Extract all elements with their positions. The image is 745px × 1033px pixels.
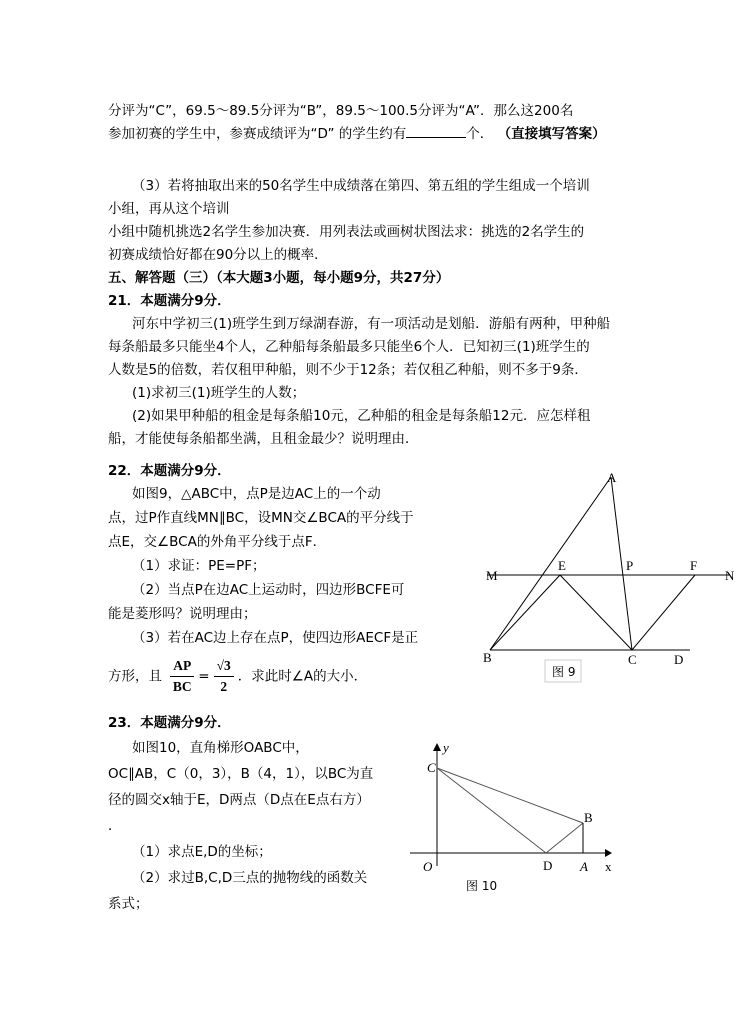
segment-cb	[437, 768, 583, 823]
denominator: 2	[220, 679, 228, 694]
text-line: 点，过P作直线MN∥BC，设MN交∠BCA的平分线于	[108, 510, 414, 526]
label-y: y	[443, 740, 449, 755]
x-arrow-icon	[605, 849, 612, 857]
y-arrow-icon	[433, 743, 441, 751]
text-line: 初赛成绩恰好都在90分以上的概率．	[108, 247, 328, 263]
text-line: 分评为“C”，69.5～89.5分评为“B”，89.5～100.5分评为“A”．那么这200名	[108, 103, 574, 119]
text-line: 人数是5的倍数，若仅租甲种船，则不少于12条；若仅租乙种船，则不多于9条．	[108, 362, 588, 378]
label-c: C	[628, 652, 637, 667]
text-line: （2）当点P在边AC上运动时，四边形BCFE可	[132, 582, 405, 598]
numerator: √3	[214, 656, 234, 677]
label-b: B	[483, 650, 492, 665]
text-line: （2）求过B,C,D三点的抛物线的函数关	[132, 870, 368, 886]
label-m: M	[486, 568, 498, 583]
text-line: (2)如果甲种船的租金是每条船10元，乙种船的租金是每条船12元．应怎样租	[132, 408, 591, 424]
text-line: 小组，再从这个培训	[108, 201, 230, 217]
figure-caption: 图 10	[466, 879, 498, 893]
note: （直接填写答案）	[497, 126, 606, 142]
text-line: (1)求初三(1)班学生的人数；	[132, 385, 306, 401]
text-line: （1）求点E,D的坐标；	[132, 844, 272, 860]
text-line: 如图9，△ABC中，点P是边AC上的一个动	[132, 486, 381, 502]
text-line: 小组中随机挑选2名学生参加决赛．用列表法或画树状图法求：挑选的2名学生的	[108, 224, 585, 240]
text-line: 如图10，直角梯形OABC中，	[132, 740, 309, 756]
label-n: N	[725, 568, 735, 583]
equals: =	[198, 668, 210, 685]
label-a: A	[580, 859, 588, 874]
text-line: （3）若在AC边上存在点P，使四边形AECF是正	[132, 630, 419, 646]
text-line: 点E，交∠BCA的外角平分线于点F．	[108, 534, 327, 550]
label-d: D	[543, 858, 553, 873]
text-line: ．	[108, 818, 122, 834]
label-b: B	[584, 810, 593, 825]
label-c: C	[427, 760, 436, 775]
text-line: 能是菱形吗？说明理由；	[108, 606, 257, 622]
label-d: D	[674, 652, 684, 667]
label-f: F	[690, 558, 698, 573]
text-line: 河东中学初三(1)班学生到万绿湖春游，有一项活动是划船．游船有两种，甲种船	[132, 316, 611, 332]
text-line: OC∥AB，C（0，3），B（4，1），以BC为直	[108, 766, 374, 782]
numerator: AP	[170, 656, 194, 677]
segment-db	[546, 823, 583, 853]
question-heading: 22．本题满分9分．	[108, 463, 231, 479]
text-line: （3）若将抽取出来的50名学生中成绩落在第四、第五组的学生组成一个培训	[132, 178, 590, 194]
label-a: A	[607, 470, 617, 485]
segment-cd	[437, 768, 546, 853]
text: 个．	[466, 126, 494, 142]
text-line: 径的圆交x轴于E，D两点（D点在E点右方）	[108, 792, 370, 808]
text-line: 每条船最多只能坐4个人，乙种船每条船最多只能坐6个人．已知初三(1)班学生的	[108, 339, 590, 355]
text: 方形，且	[108, 668, 162, 685]
text-line: （1）求证：PE=PF；	[132, 558, 266, 574]
question-heading: 21．本题满分9分．	[108, 293, 231, 309]
label-x: x	[605, 859, 612, 874]
text: 参加初赛的学生中，参赛成绩评为“D” 的学生约有	[108, 126, 407, 142]
label-o: O	[423, 859, 433, 874]
denominator: BC	[172, 679, 192, 694]
label-e: E	[558, 558, 566, 573]
figure-caption: 图 9	[552, 665, 576, 679]
question-heading: 23．本题满分9分．	[108, 715, 231, 731]
text-line: 船，才能使每条船都坐满，且租金最少？说明理由．	[108, 431, 419, 447]
label-p: P	[626, 558, 634, 573]
text: ．求此时∠A的大小．	[237, 668, 368, 685]
section-heading: 五、解答题（三）（本大题3小题，每小题9分，共27分）	[108, 270, 450, 286]
text-line: 系式；	[108, 896, 149, 912]
